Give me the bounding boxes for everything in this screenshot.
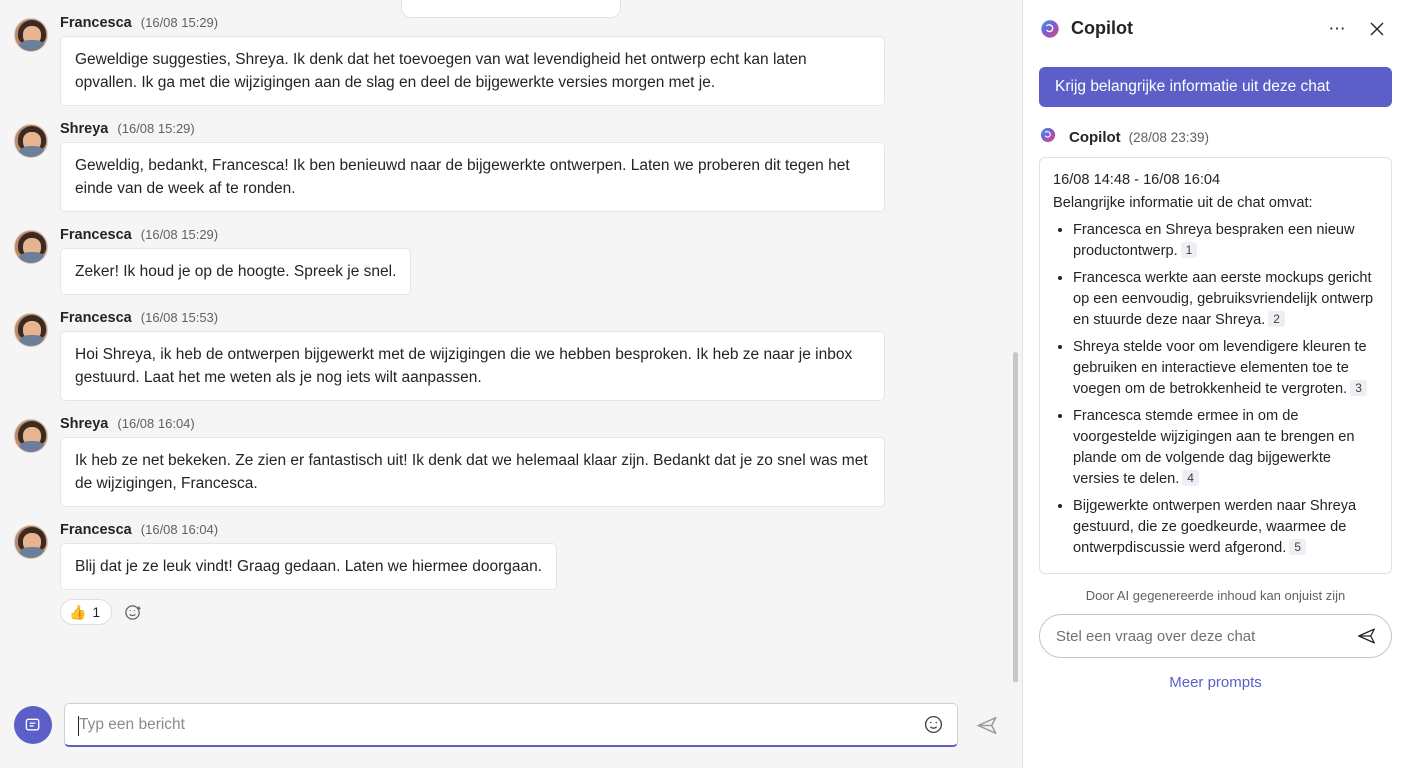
copilot-summary-card bbox=[1039, 157, 1392, 574]
message-bubble: Ik heb ze net bekeken. Ze zien er fantastisch uit! Ik denk dat we helemaal klaar zijn. Bedankt dat je zo snel was met de wijzigingen, Francesca. bbox=[60, 437, 885, 507]
avatar bbox=[14, 419, 48, 453]
copilot-pane bbox=[1022, 0, 1408, 768]
copilot-ask-input[interactable] bbox=[1039, 614, 1392, 658]
copilot-prompt-button[interactable]: Krijg belangrijke informatie uit deze chat bbox=[1039, 67, 1392, 107]
message-sender: Francesca bbox=[60, 227, 132, 243]
summary-lead: Belangrijke informatie uit de chat omvat: bbox=[1053, 195, 1313, 211]
message-header bbox=[60, 120, 1004, 138]
message-item bbox=[14, 415, 1004, 507]
message-timestamp: (16/08 15:53) bbox=[140, 310, 219, 325]
message-item bbox=[14, 226, 1004, 295]
emoji-icon[interactable] bbox=[923, 714, 945, 736]
message-bubble: Blij dat je ze leuk vindt! Graag gedaan. Laten we hiermee doorgaan. bbox=[60, 543, 557, 590]
chat-scrollbar[interactable] bbox=[1013, 352, 1018, 682]
message-sender: Francesca bbox=[60, 310, 132, 326]
message-sender: Shreya bbox=[60, 416, 109, 432]
copilot-header bbox=[1039, 0, 1392, 57]
copilot-message-header bbox=[1039, 126, 1392, 148]
message-item bbox=[14, 14, 1004, 106]
message-bubble: Geweldige suggesties, Shreya. Ik denk dat het toevoegen van wat levendigheid het ontwerp echt kan laten opvallen. Ik ga met die wijzigingen aan de slag en deel de bijgewerkte versies morgen met je. bbox=[60, 36, 885, 106]
avatar bbox=[14, 313, 48, 347]
new-conversation-button[interactable] bbox=[14, 706, 52, 744]
more-prompts-link[interactable]: Meer prompts bbox=[1169, 674, 1262, 691]
bullet-text: Shreya stelde voor om levendigere kleuren te gebruiken en interactieve elementen toe te voegen om de betrokkenheid te vergroten. bbox=[1073, 339, 1367, 397]
message-input[interactable] bbox=[64, 703, 958, 747]
message-reactions bbox=[60, 599, 1004, 625]
citation-badge[interactable]: 5 bbox=[1289, 539, 1306, 555]
copilot-title: Copilot bbox=[1071, 18, 1133, 38]
reaction-thumbsup[interactable] bbox=[60, 599, 112, 625]
close-icon[interactable] bbox=[1362, 14, 1392, 44]
bullet-text: Francesca stemde ermee in om de voorgestelde wijzigingen aan te brengen en plande om de volgende dag bijgewerkte versies te delen. bbox=[1073, 408, 1355, 487]
message-bubble: Geweldig, bedankt, Francesca! Ik ben benieuwd naar de bijgewerkte ontwerpen. Laten we proberen dit tegen het einde van de week af te ronden. bbox=[60, 142, 885, 212]
reaction-count: 1 bbox=[92, 604, 100, 620]
summary-bullet-list bbox=[1053, 220, 1378, 559]
citation-badge[interactable]: 4 bbox=[1182, 470, 1199, 486]
message-item bbox=[14, 120, 1004, 212]
send-message-icon[interactable] bbox=[970, 708, 1004, 742]
copilot-logo-icon bbox=[1039, 126, 1061, 148]
more-options-icon[interactable]: ⋯ bbox=[1328, 18, 1346, 38]
message-input-placeholder: Typ een bericht bbox=[79, 715, 185, 733]
avatar bbox=[14, 230, 48, 264]
list-item bbox=[1073, 220, 1378, 262]
avatar bbox=[14, 525, 48, 559]
message-timestamp: (16/08 15:29) bbox=[140, 15, 219, 30]
copilot-message-timestamp: (28/08 23:39) bbox=[1128, 129, 1209, 145]
avatar bbox=[14, 124, 48, 158]
copilot-message-sender: Copilot bbox=[1069, 128, 1121, 146]
citation-badge[interactable]: 2 bbox=[1268, 311, 1285, 327]
message-header bbox=[60, 415, 1004, 433]
message-bubble: Zeker! Ik houd je op de hoogte. Spreek je snel. bbox=[60, 248, 411, 295]
bullet-text: Francesca werkte aan eerste mockups gericht op een eenvoudig, gebruiksvriendelijk ontwerp en stuurde deze naar Shreya. bbox=[1073, 270, 1374, 328]
citation-badge[interactable]: 1 bbox=[1181, 242, 1198, 258]
message-sender: Francesca bbox=[60, 15, 132, 31]
add-reaction-icon[interactable] bbox=[122, 600, 146, 624]
message-item bbox=[14, 521, 1004, 625]
message-header bbox=[60, 309, 1004, 327]
copilot-logo-icon bbox=[1039, 18, 1061, 40]
copilot-ask-placeholder: Stel een vraag over deze chat bbox=[1056, 627, 1256, 645]
avatar bbox=[14, 18, 48, 52]
message-header bbox=[60, 521, 1004, 539]
message-composer bbox=[0, 682, 1022, 768]
ai-disclaimer: Door AI gegenereerde inhoud kan onjuist zijn bbox=[1085, 588, 1346, 603]
bullet-text: Bijgewerkte ontwerpen werden naar Shreya gestuurd, die ze goedkeurde, waarmee de ontwerpdiscussie werd afgerond. bbox=[1073, 498, 1357, 556]
summary-time-range: 16/08 14:48 - 16/08 16:04 bbox=[1053, 172, 1221, 188]
bullet-text: Francesca en Shreya bespraken een nieuw productontwerp. bbox=[1073, 222, 1355, 259]
copilot-send-icon[interactable] bbox=[1353, 622, 1381, 650]
citation-badge[interactable]: 3 bbox=[1350, 380, 1367, 396]
message-timestamp: (16/08 16:04) bbox=[117, 416, 195, 431]
message-bubble: Hoi Shreya, ik heb de ontwerpen bijgewerkt met de wijzigingen die we hebben besproken. Ik heb ze naar je inbox gestuurd. Laat het me weten als je nog iets wilt aanpassen. bbox=[60, 331, 885, 401]
message-timestamp: (16/08 16:04) bbox=[140, 522, 219, 537]
thumbs-up-icon: 👍 bbox=[69, 603, 87, 620]
list-item bbox=[1073, 496, 1378, 559]
list-item bbox=[1073, 337, 1378, 400]
message-sender: Francesca bbox=[60, 522, 132, 538]
message-timestamp: (16/08 15:29) bbox=[117, 121, 195, 136]
list-item bbox=[1073, 406, 1378, 490]
text-caret bbox=[78, 716, 79, 736]
message-item bbox=[14, 309, 1004, 401]
message-header bbox=[60, 226, 1004, 244]
chat-top-tab bbox=[401, 0, 621, 18]
message-timestamp: (16/08 15:29) bbox=[140, 227, 219, 242]
list-item bbox=[1073, 268, 1378, 331]
message-sender: Shreya bbox=[60, 121, 109, 137]
